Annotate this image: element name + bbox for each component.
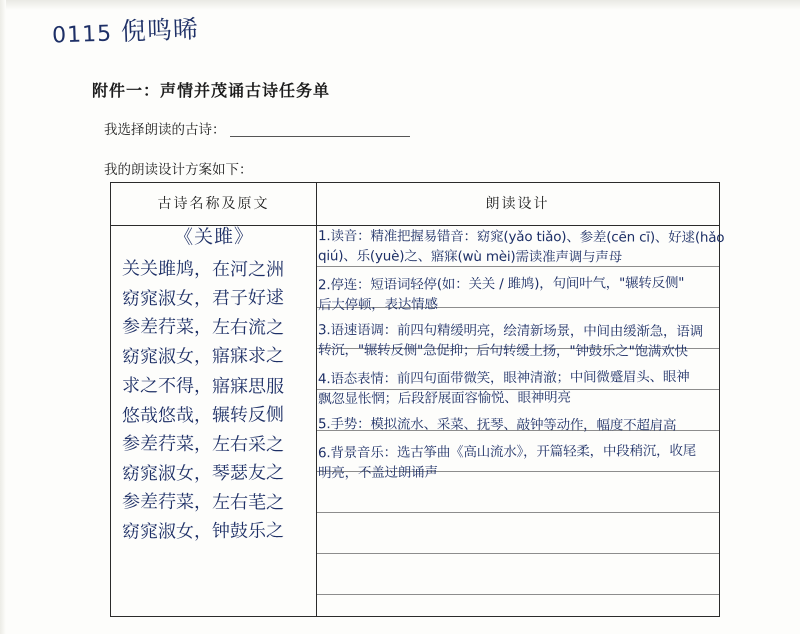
table-rule	[317, 594, 719, 595]
table-rule	[317, 512, 719, 513]
poem-line: 参差荇菜，左右采之	[121, 433, 285, 456]
poem-choice-label: 我选择朗读的古诗：	[104, 122, 226, 138]
student-name: 倪鸣晞	[120, 14, 200, 47]
design-note	[318, 274, 714, 316]
poem-line: 求之不得，寤寐思服	[121, 374, 285, 398]
scan-edge-top	[0, 0, 800, 10]
poem-choice-blank[interactable]	[230, 122, 410, 137]
poem-choice-row	[104, 118, 410, 138]
design-note-line: 6.背景音乐：选古筝曲《高山流水》，开篇轻柔，中段稍沉，收尾	[317, 442, 697, 461]
poem-line: 窈窕淑女，琴瑟友之	[121, 462, 285, 485]
student-number: 0115	[51, 21, 113, 49]
design-note	[317, 227, 725, 269]
table-header-poem: 古诗名称及原文	[157, 196, 270, 212]
plan-intro-label: 我的朗读设计方案如下：	[104, 162, 253, 178]
table-rule	[317, 553, 719, 554]
design-note-line: 转沉，"辗转反侧"急促抑；后句转缓上扬，"钟鼓乐之"饱满欢快	[317, 341, 688, 360]
design-note-line: 后大停顿，表达情感	[318, 296, 438, 314]
poem-line: 悠哉悠哉，辗转反侧	[121, 404, 285, 427]
design-note	[318, 321, 714, 363]
scan-edge-left	[0, 0, 6, 634]
poem-line: 窈窕淑女，君子好逑	[121, 287, 285, 310]
design-note	[318, 442, 714, 484]
design-note-line: 1.读音：精准把握易错音：窈窕(yǎo tiǎo)、参差(cēn cī)、好逑(hǎo	[318, 228, 725, 246]
design-note-line: 明亮，不盖过朗诵声	[318, 464, 438, 481]
design-note-line: 3.语速语调：前四句精缓明亮，绘清新场景，中间由缓渐急，语调	[318, 322, 703, 340]
table-column-divider	[316, 183, 317, 616]
poem-handwriting-cell	[116, 222, 312, 547]
page-title: 附件一：声情并茂诵古诗任务单	[92, 81, 331, 100]
design-notes-cell	[317, 228, 725, 490]
poem-line: 窈窕淑女，寤寐求之	[121, 345, 285, 369]
design-note-line: 5.手势：模拟流水、采菜、抚琴、敲钟等动作，幅度不超肩高	[317, 415, 677, 434]
design-note-line: 飘忽显怅惘；后段舒展面容愉悦、眼神明亮	[318, 389, 571, 407]
plan-intro-row	[104, 158, 253, 178]
design-note	[318, 415, 714, 437]
poem-title: 《关雎》	[173, 225, 255, 249]
design-note-line: qiú)、乐(yuè)之、寤寐(wù mèi)需读准声调与声母	[317, 248, 622, 266]
poem-line: 关关雎鸠，在河之洲	[121, 258, 285, 281]
table-header-design: 朗读设计	[485, 196, 550, 212]
design-note-line: 2.停连：短语词轻停(如：关关 / 雎鸠)，句间叶气，"辗转反侧"	[317, 274, 685, 294]
poem-line: 参差荇菜，左右芼之	[121, 491, 285, 514]
poem-line: 参差荇菜，左右流之	[121, 316, 285, 339]
student-identifier-handwriting	[51, 9, 199, 50]
poem-line: 窈窕淑女，钟鼓乐之	[121, 520, 285, 544]
design-note	[318, 368, 714, 410]
design-note-line: 4.语态表情：前四句面带微笑，眼神清澈；中间微蹙眉头、眼神	[317, 368, 690, 388]
